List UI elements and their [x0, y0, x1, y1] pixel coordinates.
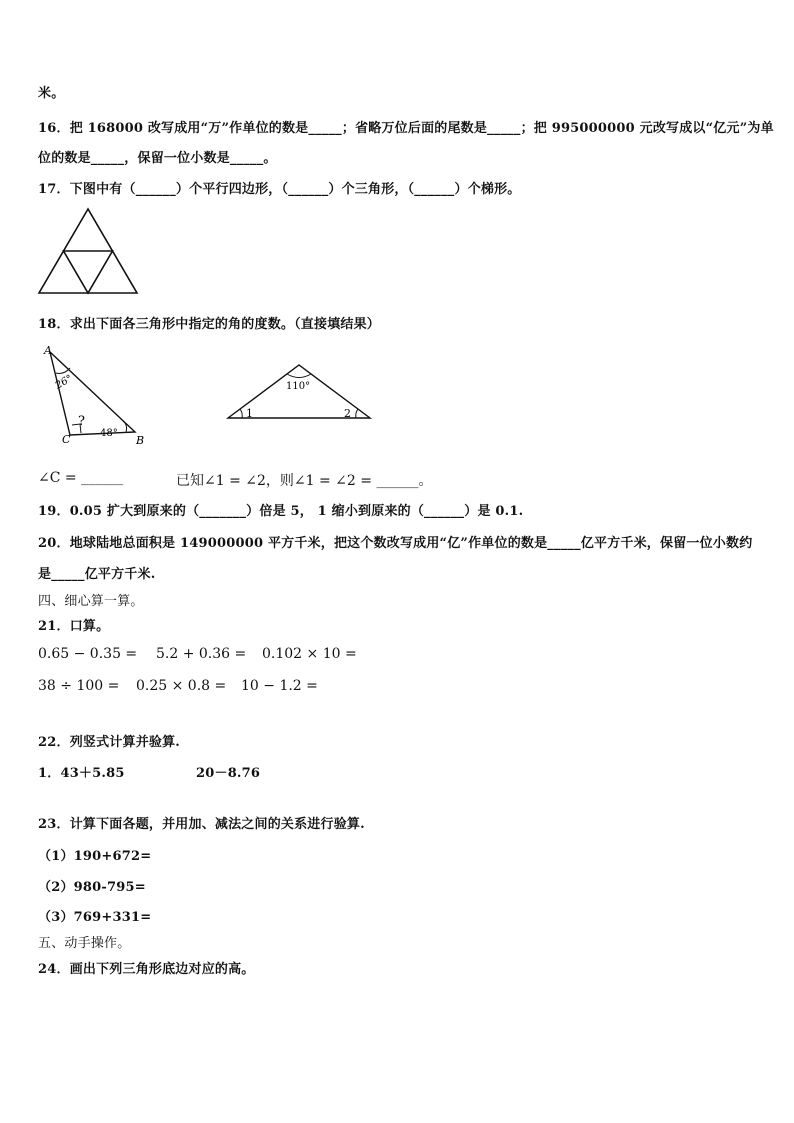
vertex-b-label: B: [136, 434, 145, 447]
question-20-line-1: 20．地球陆地总面积是 149000000 平方千米，把这个数改写成用“亿”作单位的数是_____亿平方千米，保留一位小数约: [38, 536, 753, 551]
vertex-a-label: A: [44, 344, 52, 357]
question-22-item-1: 1．43＋5.85: [38, 766, 125, 781]
oral-calc-row2-item2: 0.25 × 0.8 =: [136, 678, 227, 694]
question-19: 19．0.05 扩大到原来的（_______）倍是 5， 1 缩小到原来的（______）是 0.1.: [38, 504, 524, 519]
triangle-110-figure: [226, 362, 372, 422]
line-0: 米。: [38, 86, 65, 101]
question-16-line-2: 位的数是_____，保留一位小数是_____。: [38, 151, 277, 166]
question-22-item-2: 20－8.76: [196, 766, 261, 781]
question-18: 18．求出下面各三角形中指定的角的度数。（直接填结果）: [38, 317, 380, 332]
triangle-abc-figure: [40, 343, 152, 446]
oral-calc-row1-item2: 5.2 + 0.36 =: [156, 646, 247, 662]
oral-calc-row1-item3: 0.102 × 10 =: [262, 646, 357, 662]
oral-calc-row1-item1: 0.65 − 0.35 =: [38, 646, 138, 662]
question-23-item-3: （3）769+331=: [38, 910, 152, 925]
section-5-heading: 五、动手操作。: [38, 936, 131, 951]
angle-2-label: 2: [344, 407, 351, 420]
question-17: 17．下图中有（______）个平行四边形，（______）个三角形，（______）个梯形。: [38, 182, 521, 197]
angle-12-answer: 已知∠1 = ∠2，则∠1 = ∠2 = ______。: [176, 473, 433, 489]
vertex-c-label: C: [62, 433, 71, 446]
question-20-line-2: 是_____亿平方千米.: [38, 567, 156, 582]
question-23-item-1: （1）190+672=: [38, 849, 152, 864]
question-21: 21．口算。: [38, 619, 110, 634]
angle-1-label: 1: [246, 407, 253, 420]
question-24: 24．画出下列三角形底边对应的高。: [38, 962, 255, 977]
question-16-line-1: 16．把 168000 改写成用“万”作单位的数是_____；省略万位后面的尾数是_____；把 995000000 元改写成以“亿元”为单: [38, 121, 774, 136]
question-23: 23．计算下面各题，并用加、减法之间的关系进行验算.: [38, 817, 365, 832]
question-23-item-2: （2）980-795=: [38, 880, 146, 895]
angle-c-answer: ∠C = ______: [38, 470, 124, 486]
angle-a-label: 26°: [53, 373, 75, 392]
section-4-heading: 四、细心算一算。: [38, 594, 144, 609]
question-22: 22．列竖式计算并验算.: [38, 735, 181, 750]
unknown-angle-label: ?: [78, 414, 85, 429]
top-angle-label: 110°: [286, 381, 311, 392]
angle-b-label: 48°: [100, 428, 118, 439]
oral-calc-row2-item3: 10 − 1.2 =: [241, 678, 318, 694]
oral-calc-row2-item1: 38 ÷ 100 =: [38, 678, 120, 694]
triangle-figure: [38, 208, 138, 296]
